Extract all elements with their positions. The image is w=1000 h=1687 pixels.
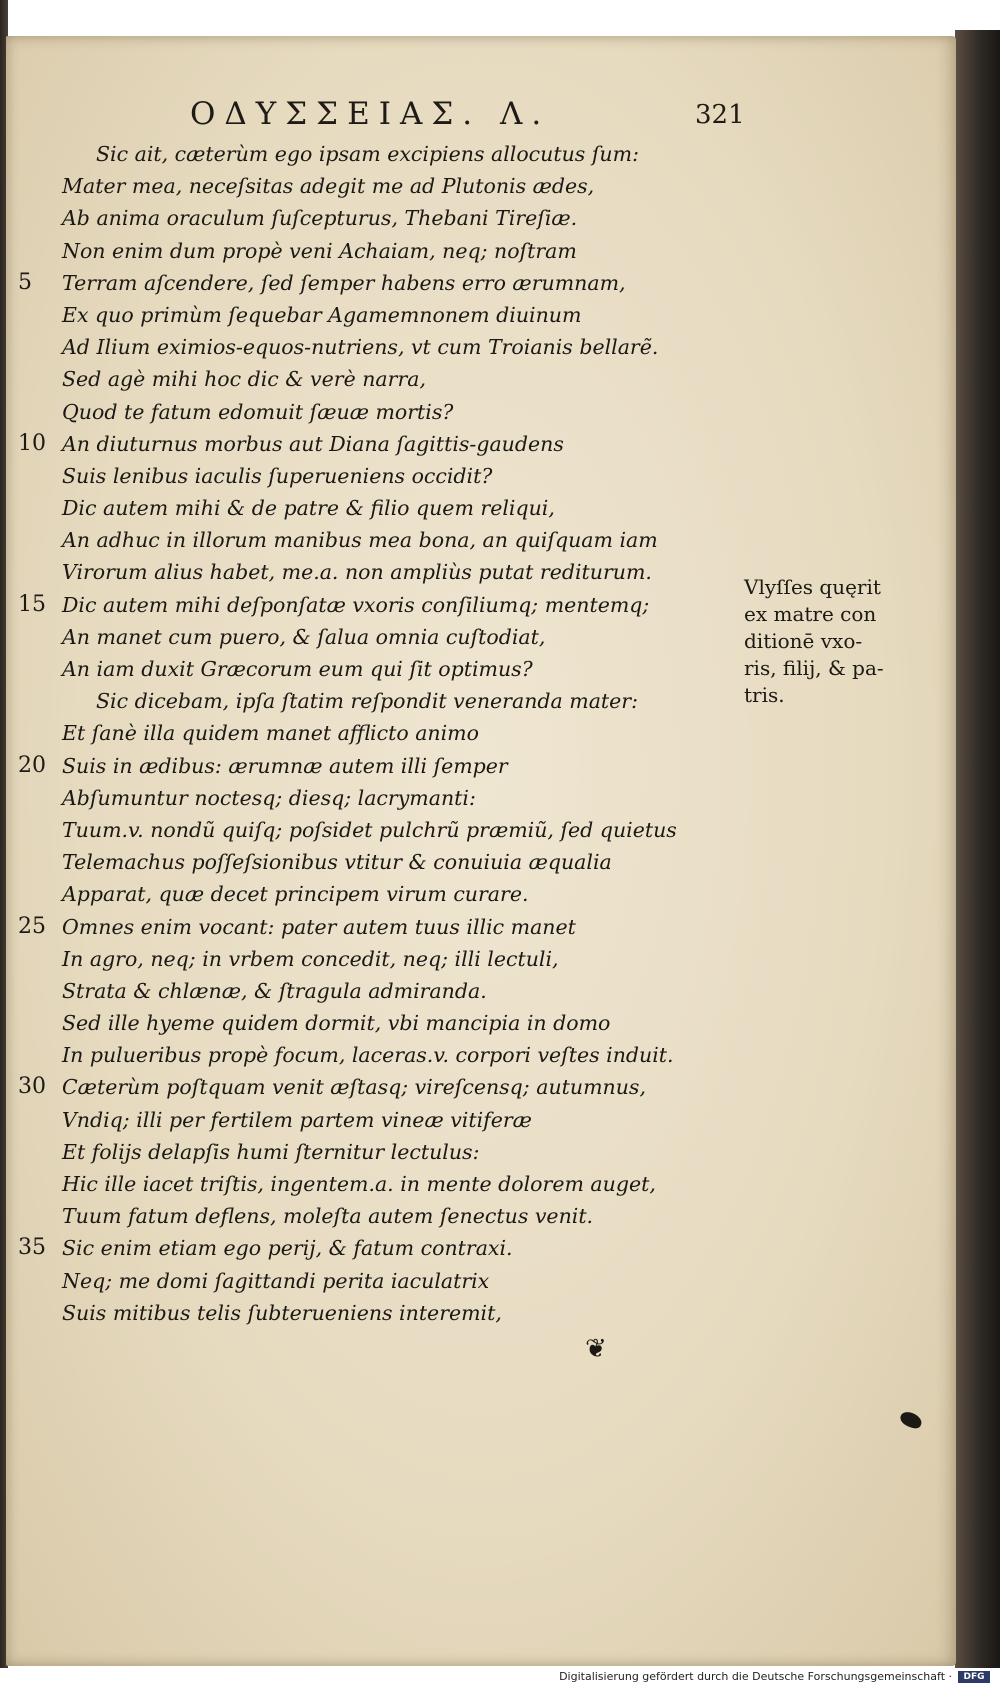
digitization-footer xyxy=(0,1668,1000,1687)
verse-text: An adhuc in illorum manibus mea bona, an quiſquam iam xyxy=(62,528,658,553)
verse-text: In pulueribus propè focum, laceras.v. corpori veſtes induit. xyxy=(62,1043,674,1068)
footer-credit: Digitalisierung gefördert durch die Deutsche Forschungsgemeinschaft · xyxy=(559,1670,952,1683)
verse-text: Dic autem mihi deſponſatæ vxoris conſiliumq; mentemq; xyxy=(62,592,650,617)
verse-line xyxy=(0,138,740,170)
verse-line xyxy=(0,1039,740,1071)
verse-line xyxy=(0,460,740,492)
verse-line xyxy=(0,589,740,621)
verse-text: Non enim dum propè veni Achaiam, neq; noſtram xyxy=(62,238,577,263)
verse-text: Ex quo primùm ſequebar Agamemnonem diuinum xyxy=(62,302,582,327)
verse-line xyxy=(0,717,740,749)
verse-text: Terram aſcendere, ſed ſemper habens erro ærumnam, xyxy=(62,270,626,295)
line-number: 30 xyxy=(18,1074,46,1100)
verse-block xyxy=(0,138,740,1329)
verse-line xyxy=(0,1200,740,1232)
verse-line xyxy=(0,1007,740,1039)
verse-text: Abſumuntur noctesq; diesq; lacrymanti: xyxy=(62,785,476,810)
line-number: 35 xyxy=(18,1235,46,1261)
verse-line xyxy=(0,685,740,717)
verse-line xyxy=(0,621,740,653)
verse-line xyxy=(0,1136,740,1168)
margin-note-line: Vlyſſes quęrit xyxy=(744,575,881,599)
verse-text: Tuum fatum deflens, moleſta autem ſenectus venit. xyxy=(62,1204,594,1229)
page-header xyxy=(0,96,1000,136)
verse-line xyxy=(0,943,740,975)
line-number: 15 xyxy=(18,591,46,617)
verse-text: Quod te fatum edomuit ſæuæ mortis? xyxy=(62,399,454,424)
verse-text: Apparat, quæ decet principem virum curare. xyxy=(62,882,529,907)
verse-text: An diuturnus morbus aut Diana ſagittis-gaudens xyxy=(62,431,564,456)
line-number: 10 xyxy=(18,430,46,456)
verse-text: Sed agè mihi hoc dic & verè narra, xyxy=(62,367,426,392)
line-number: 5 xyxy=(18,269,32,295)
verse-text: Sic enim etiam ego perij, & fatum contraxi. xyxy=(62,1236,513,1261)
line-number: 20 xyxy=(18,752,46,778)
verse-line xyxy=(0,299,740,331)
verse-line xyxy=(0,492,740,524)
verse-line xyxy=(0,1265,740,1297)
verse-text: Vndiq; illi per fertilem partem vineæ vitiferæ xyxy=(62,1107,532,1132)
margin-note-line: ditionē vxo- xyxy=(744,629,863,653)
verse-text: Sic ait, cæterùm ego ipsam excipiens allocutus ſum: xyxy=(96,142,639,166)
verse-line xyxy=(0,911,740,943)
verse-line xyxy=(0,1168,740,1200)
verse-text: Ab anima oraculum ſuſcepturus, Thebani Tireſiæ. xyxy=(62,206,578,231)
verse-line xyxy=(0,814,740,846)
verse-text: Suis lenibus iaculis ſuperueniens occidit? xyxy=(62,463,493,488)
verse-line xyxy=(0,653,740,685)
verse-text: Telemachus poſſeſsionibus vtitur & conuiuia æqualia xyxy=(62,850,612,875)
verse-text: Ad Ilium eximios-equos-nutriens, vt cum Troianis bellarẽ. xyxy=(62,335,659,360)
verse-text: An iam duxit Græcorum eum qui ſit optimus? xyxy=(62,657,533,681)
verse-line xyxy=(0,556,740,588)
verse-text: Tuum.v. nondũ quiſq; poſsidet pulchrũ præmiũ, ſed quietus xyxy=(62,817,677,842)
verse-text: Virorum alius habet, me.a. non ampliùs putat rediturum. xyxy=(62,560,652,585)
verse-line xyxy=(0,782,740,814)
verse-text: Sic dicebam, ipſa ſtatim reſpondit veneranda mater: xyxy=(96,689,638,714)
margin-note xyxy=(744,574,904,709)
verse-line xyxy=(0,975,740,1007)
verse-text: Et ſanè illa quidem manet afflicto animo xyxy=(62,721,479,746)
verse-text: Neq; me domi ſagittandi perita iaculatrix xyxy=(62,1268,490,1293)
verse-line xyxy=(0,396,740,428)
page-number: 321 xyxy=(695,100,745,130)
fleuron-ornament: ❦ xyxy=(585,1334,607,1364)
verse-line xyxy=(0,750,740,782)
verse-line xyxy=(0,428,740,460)
margin-note-line: ex matre con xyxy=(744,602,877,626)
verse-text: Suis in ædibus: ærumnæ autem illi ſemper xyxy=(62,753,508,778)
verse-text: In agro, neq; in vrbem concedit, neq; illi lectuli, xyxy=(62,946,559,971)
verse-text: Sed ille hyeme quidem dormit, vbi mancipia in domo xyxy=(62,1011,611,1036)
verse-text: Cæterùm poſtquam venit æſtasq; vireſcensq; autumnus, xyxy=(62,1075,646,1100)
verse-line xyxy=(0,524,740,556)
running-title: ΟΔΥΣΣΕΙΑΣ. Λ. xyxy=(190,96,551,132)
verse-line xyxy=(0,1232,740,1264)
verse-line xyxy=(0,363,740,395)
verse-text: Et folijs delapſis humi ſternitur lectulus: xyxy=(62,1139,480,1164)
verse-text: Suis mitibus telis ſubterueniens interemit, xyxy=(62,1300,502,1325)
dfg-logo: DFG xyxy=(958,1671,990,1683)
verse-line xyxy=(0,1104,740,1136)
verse-text: An manet cum puero, & ſalua omnia cuſtodiat, xyxy=(62,624,546,649)
verse-line xyxy=(0,878,740,910)
scan-edge-right xyxy=(955,30,1000,1668)
verse-text: Strata & chlænæ, & ſtragula admiranda. xyxy=(62,978,487,1003)
verse-line xyxy=(0,202,740,234)
verse-line xyxy=(0,1071,740,1103)
verse-line xyxy=(0,331,740,363)
margin-note-line: tris. xyxy=(744,683,785,707)
verse-line xyxy=(0,170,740,202)
verse-text: Omnes enim vocant: pater autem tuus illic manet xyxy=(62,914,576,939)
verse-text: Mater mea, neceſsitas adegit me ad Plutonis ædes, xyxy=(62,174,595,199)
verse-line xyxy=(0,846,740,878)
verse-text: Hic ille iacet triſtis, ingentem.a. in mente dolorem auget, xyxy=(62,1172,656,1196)
verse-line xyxy=(0,267,740,299)
line-number: 25 xyxy=(18,913,46,939)
margin-note-line: ris, filij, & pa- xyxy=(744,656,884,680)
verse-text: Dic autem mihi & de patre & filio quem reliqui, xyxy=(62,496,555,521)
verse-line xyxy=(0,1297,740,1329)
verse-line xyxy=(0,235,740,267)
